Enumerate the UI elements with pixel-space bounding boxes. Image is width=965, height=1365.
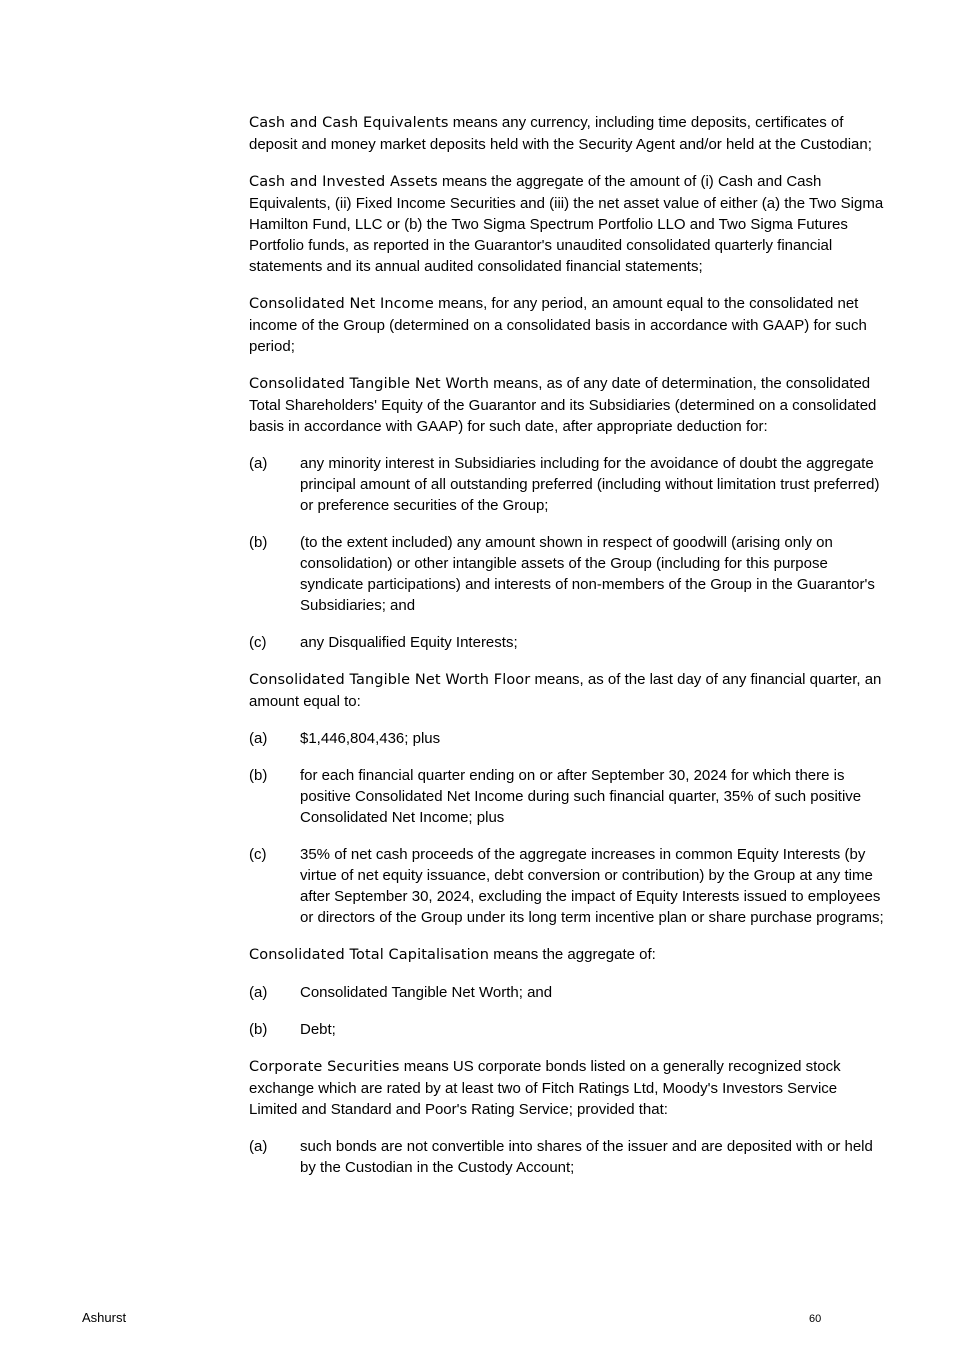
definition-text: means the aggregate of the amount of (i) Cash and Cash Equivalents, (ii) Fixed Income Securities and (iii) the net asset value of either (a) the Two Sigma Hamilton Fund, LLC or (b) the Two Sigma Spectrum Portfolio LLO and Two Sigma Futures Portfolio funds, as reported in the Guarantor's unaudited consolidated quarterly financial statements and its annual audited consolidated financial statements; <box>249 173 884 275</box>
list-item <box>249 1019 885 1040</box>
list-item-label: (b) <box>249 1021 268 1038</box>
definition-cash-and-cash-equivalents <box>249 112 885 155</box>
definition-cash-and-invested-assets <box>249 171 885 277</box>
definition-consolidated-tangible-net-worth <box>249 373 885 437</box>
definition-consolidated-tangible-net-worth-floor <box>249 669 885 712</box>
list-item-text: Debt; <box>300 1021 336 1038</box>
list-item <box>249 844 885 928</box>
definition-text: means the aggregate of: <box>489 946 656 963</box>
list-item <box>249 632 885 653</box>
document-body <box>249 112 885 1194</box>
list-item-text: any Disqualified Equity Interests; <box>300 634 518 651</box>
footer-page-number: 60 <box>809 1313 822 1325</box>
definition-consolidated-net-income <box>249 293 885 357</box>
definition-consolidated-total-capitalisation <box>249 944 885 966</box>
definition-corporate-securities <box>249 1056 885 1120</box>
defined-term: Cash and Cash Equivalents <box>249 115 449 131</box>
list-item-text: $1,446,804,436; plus <box>300 730 441 747</box>
list-item <box>249 1136 885 1178</box>
list-item-text: such bonds are not convertible into shares of the issuer and are deposited with or held by the Custodian in the Custody Account; <box>300 1138 873 1176</box>
definition-text: means, as of any date of determination, the consolidated Total Shareholders' Equity of the Guarantor and its Subsidiaries (determined on a consolidated basis in accordance with GAAP) for such date, after appropriate deduction for: <box>249 375 877 435</box>
defined-term: Consolidated Net Income <box>249 296 434 312</box>
list-item-label: (a) <box>249 1138 268 1155</box>
list-item-text: Consolidated Tangible Net Worth; and <box>300 984 553 1001</box>
definition-text: means, as of the last day of any financial quarter, an amount equal to: <box>249 671 882 710</box>
list-item-label: (c) <box>249 634 267 651</box>
list-item <box>249 982 885 1003</box>
list-item-label: (a) <box>249 455 268 472</box>
list-item-label: (b) <box>249 534 268 551</box>
list-item-text: (to the extent included) any amount shown in respect of goodwill (arising only on consolidation) or other intangible assets of the Group (including for this purpose syndicate participations) and interests of non-members of the Group in the Guarantor's Subsidiaries; and <box>300 534 875 614</box>
definition-text: means any currency, including time deposits, certificates of deposit and money market deposits held with the Security Agent and/or held at the Custodian; <box>249 114 872 153</box>
list-item <box>249 765 885 828</box>
list-item-text: for each financial quarter ending on or after September 30, 2024 for which there is positive Consolidated Net Income during such financial quarter, 35% of such positive Consolidated Net Income; plus <box>300 767 862 826</box>
footer-firm-name: Ashurst <box>82 1310 127 1325</box>
list-item-label: (c) <box>249 846 267 863</box>
definition-text: means, for any period, an amount equal to the consolidated net income of the Group (determined on a consolidated basis in accordance with GAAP) for such period; <box>249 295 867 355</box>
defined-term: Cash and Invested Assets <box>249 174 438 190</box>
list-item-label: (a) <box>249 984 268 1001</box>
list-item <box>249 728 885 749</box>
defined-term: Corporate Securities <box>249 1059 400 1075</box>
list-item-label: (a) <box>249 730 268 747</box>
defined-term: Consolidated Total Capitalisation <box>249 947 490 963</box>
list-item-label: (b) <box>249 767 268 784</box>
defined-term: Consolidated Tangible Net Worth Floor <box>249 672 531 688</box>
list-item-text: 35% of net cash proceeds of the aggregate increases in common Equity Interests (by virtue of net equity issuance, debt conversion or contribution) by the Group at any time after September 30, 2024, excluding the impact of Equity Interests issued to employees or directors of the Group under its long term incentive plan or share purchase programs; <box>300 846 884 926</box>
defined-term: Consolidated Tangible Net Worth <box>249 376 490 392</box>
list-item <box>249 453 885 516</box>
list-item-text: any minority interest in Subsidiaries including for the avoidance of doubt the aggregate principal amount of all outstanding preferred (including without limitation trust preferred) or preference securities of the Group; <box>300 455 880 514</box>
list-item <box>249 532 885 616</box>
definition-text: means US corporate bonds listed on a generally recognized stock exchange which are rated by at least two of Fitch Ratings Ltd, Moody's Investors Service Limited and Standard and Poor's Rating Service; provided that: <box>249 1058 841 1118</box>
